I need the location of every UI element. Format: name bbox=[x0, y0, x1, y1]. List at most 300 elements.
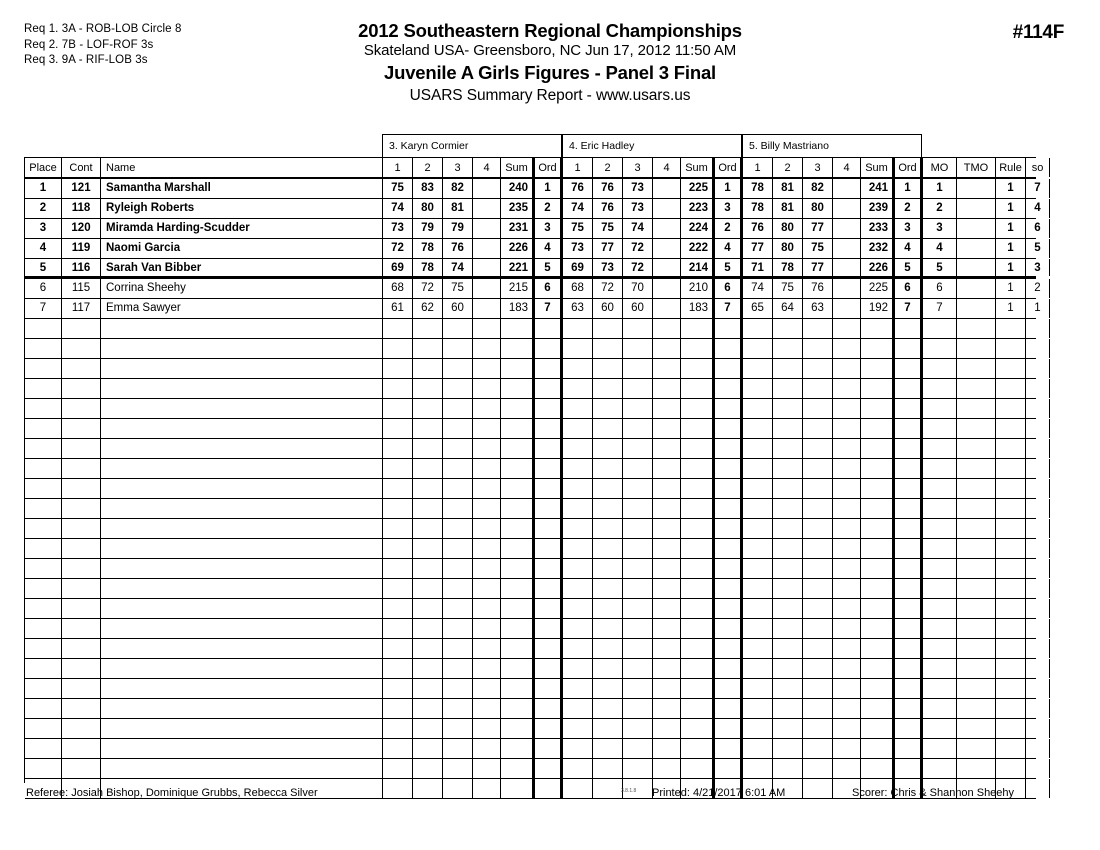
cell-j3_1 bbox=[383, 639, 413, 658]
requirements-block bbox=[24, 22, 181, 69]
cell-j3_s bbox=[501, 659, 535, 678]
cell-j5_o: 2 bbox=[895, 199, 923, 218]
cell-j3_3 bbox=[443, 719, 473, 738]
cell-j4_o: 7 bbox=[715, 299, 743, 318]
cell-j5_1 bbox=[743, 659, 773, 678]
cell-j5_3 bbox=[803, 539, 833, 558]
cell-place bbox=[25, 719, 62, 738]
cell-j4_1 bbox=[563, 719, 593, 738]
cell-j4_o bbox=[715, 719, 743, 738]
report-footer bbox=[0, 784, 1100, 814]
cell-j3_s: 183 bbox=[501, 299, 535, 318]
cell-j4_4 bbox=[653, 519, 681, 538]
cell-j5_o bbox=[895, 659, 923, 678]
cell-j4_1 bbox=[563, 739, 593, 758]
table-row-empty[interactable] bbox=[25, 459, 1036, 479]
cell-j5_4 bbox=[833, 419, 861, 438]
cell-j4_s: 223 bbox=[681, 199, 715, 218]
cell-mo bbox=[923, 759, 957, 778]
cell-j3_4 bbox=[473, 759, 501, 778]
table-row-empty[interactable] bbox=[25, 339, 1036, 359]
cell-j4_3 bbox=[623, 499, 653, 518]
table-row-empty[interactable] bbox=[25, 559, 1036, 579]
cell-j3_2: 78 bbox=[413, 239, 443, 258]
cell-rule bbox=[996, 759, 1026, 778]
cell-j5_s bbox=[861, 459, 895, 478]
cell-j4_1: 73 bbox=[563, 239, 593, 258]
cell-j5_4 bbox=[833, 219, 861, 238]
column-header-j4: 4 bbox=[653, 158, 681, 177]
cell-j4_s bbox=[681, 399, 715, 418]
cell-j3_o bbox=[535, 659, 563, 678]
cell-place bbox=[25, 479, 62, 498]
cell-j5_3: 82 bbox=[803, 179, 833, 198]
cell-j3_1: 69 bbox=[383, 259, 413, 276]
cell-j5_o bbox=[895, 339, 923, 358]
table-row-empty[interactable] bbox=[25, 699, 1036, 719]
requirement-line-1: Req 1. 3A - ROB-LOB Circle 8 bbox=[24, 23, 182, 35]
cell-mo bbox=[923, 579, 957, 598]
cell-j4_2: 73 bbox=[593, 259, 623, 276]
cell-j4_s bbox=[681, 639, 715, 658]
table-row[interactable] bbox=[25, 219, 1041, 239]
table-row-empty[interactable] bbox=[25, 579, 1036, 599]
cell-tmo bbox=[957, 499, 996, 518]
cell-j3_s bbox=[501, 539, 535, 558]
cell-j5_4 bbox=[833, 359, 861, 378]
cell-j5_4 bbox=[833, 519, 861, 538]
cell-j3_4 bbox=[473, 359, 501, 378]
cell-j5_1 bbox=[743, 579, 773, 598]
cell-j4_4 bbox=[653, 479, 681, 498]
table-row-empty[interactable] bbox=[25, 439, 1036, 459]
cell-j5_3 bbox=[803, 439, 833, 458]
cell-so bbox=[1026, 519, 1050, 538]
cell-j5_o: 3 bbox=[895, 219, 923, 238]
cell-j4_s: 183 bbox=[681, 299, 715, 318]
cell-j3_3 bbox=[443, 319, 473, 338]
cell-j3_2 bbox=[413, 579, 443, 598]
cell-j5_1 bbox=[743, 339, 773, 358]
cell-j3_s: 240 bbox=[501, 179, 535, 198]
cell-j5_4 bbox=[833, 439, 861, 458]
cell-tmo bbox=[957, 199, 996, 218]
cell-j4_o: 3 bbox=[715, 199, 743, 218]
cell-j3_2 bbox=[413, 319, 443, 338]
cell-j3_3 bbox=[443, 359, 473, 378]
table-row-empty[interactable] bbox=[25, 679, 1036, 699]
cell-j3_s bbox=[501, 319, 535, 338]
cell-j4_1 bbox=[563, 319, 593, 338]
cell-j5_4 bbox=[833, 719, 861, 738]
cell-j3_3: 81 bbox=[443, 199, 473, 218]
cell-mo: 1 bbox=[923, 179, 957, 198]
cell-j3_1 bbox=[383, 619, 413, 638]
cell-rule: 1 bbox=[996, 199, 1026, 218]
cell-j4_1 bbox=[563, 339, 593, 358]
title-block bbox=[240, 20, 860, 107]
scorer-line: Scorer: Chris & Shannon Sheehy bbox=[852, 787, 1015, 799]
cell-j5_o: 4 bbox=[895, 239, 923, 258]
cell-j4_1 bbox=[563, 359, 593, 378]
cell-j5_1 bbox=[743, 539, 773, 558]
cell-j4_s bbox=[681, 599, 715, 618]
cell-j3_s bbox=[501, 739, 535, 758]
cell-j3_1 bbox=[383, 379, 413, 398]
cell-j3_3 bbox=[443, 539, 473, 558]
cell-name: Corrina Sheehy bbox=[101, 279, 383, 298]
cell-place bbox=[25, 399, 62, 418]
table-row[interactable] bbox=[25, 239, 1041, 259]
cell-j5_1 bbox=[743, 719, 773, 738]
cell-j5_1: 74 bbox=[743, 279, 773, 298]
cell-j3_4 bbox=[473, 639, 501, 658]
cell-j4_2 bbox=[593, 739, 623, 758]
table-row-empty[interactable] bbox=[25, 379, 1036, 399]
cell-j3_3: 60 bbox=[443, 299, 473, 318]
cell-j4_4 bbox=[653, 619, 681, 638]
cell-j3_4 bbox=[473, 499, 501, 518]
table-row-empty[interactable] bbox=[25, 639, 1036, 659]
cell-cont bbox=[62, 499, 101, 518]
cell-j4_o bbox=[715, 759, 743, 778]
cell-tmo bbox=[957, 639, 996, 658]
cell-rule bbox=[996, 379, 1026, 398]
cell-j4_3: 72 bbox=[623, 259, 653, 276]
cell-cont bbox=[62, 319, 101, 338]
table-row-empty[interactable] bbox=[25, 619, 1036, 639]
table-row-empty[interactable] bbox=[25, 659, 1036, 679]
column-header-j4: 4 bbox=[833, 158, 861, 177]
table-row-empty[interactable] bbox=[25, 419, 1036, 439]
cell-place: 5 bbox=[25, 259, 62, 276]
cell-j5_4 bbox=[833, 259, 861, 276]
cell-j5_o bbox=[895, 499, 923, 518]
cell-j3_2 bbox=[413, 739, 443, 758]
table-row[interactable] bbox=[25, 179, 1041, 199]
column-header-rule: Rule bbox=[996, 158, 1026, 177]
cell-tmo bbox=[957, 699, 996, 718]
cell-j5_1: 65 bbox=[743, 299, 773, 318]
table-row-empty[interactable] bbox=[25, 759, 1036, 779]
cell-j3_1 bbox=[383, 319, 413, 338]
cell-j3_3 bbox=[443, 499, 473, 518]
cell-place: 7 bbox=[25, 299, 62, 318]
cell-j4_s bbox=[681, 559, 715, 578]
cell-tmo bbox=[957, 539, 996, 558]
cell-j3_2 bbox=[413, 439, 443, 458]
cell-j3_2 bbox=[413, 699, 443, 718]
printed-line: Printed: 4/21/2017 6:01 AM bbox=[652, 787, 786, 799]
cell-j3_3 bbox=[443, 559, 473, 578]
table-row-empty[interactable] bbox=[25, 359, 1036, 379]
cell-place: 6 bbox=[25, 279, 62, 298]
cell-so bbox=[1026, 719, 1050, 738]
column-header-j2: 2 bbox=[773, 158, 803, 177]
cell-j3_s bbox=[501, 359, 535, 378]
cell-j3_3 bbox=[443, 519, 473, 538]
cell-j4_2 bbox=[593, 539, 623, 558]
cell-so bbox=[1026, 639, 1050, 658]
column-header-j3: 3 bbox=[443, 158, 473, 177]
table-row-empty[interactable] bbox=[25, 399, 1036, 419]
cell-so bbox=[1026, 539, 1050, 558]
cell-j3_o: 3 bbox=[535, 219, 563, 238]
cell-j4_1 bbox=[563, 519, 593, 538]
cell-j5_4 bbox=[833, 399, 861, 418]
venue-datetime: Skateland USA- Greensboro, NC Jun 17, 2012 11:50 AM bbox=[363, 42, 737, 59]
cell-j3_1: 75 bbox=[383, 179, 413, 198]
cell-cont bbox=[62, 659, 101, 678]
cell-place bbox=[25, 559, 62, 578]
cell-j5_s bbox=[861, 639, 895, 658]
cell-j4_1: 74 bbox=[563, 199, 593, 218]
cell-j4_3: 73 bbox=[623, 179, 653, 198]
cell-j4_3 bbox=[623, 379, 653, 398]
cell-so bbox=[1026, 319, 1050, 338]
cell-j5_1 bbox=[743, 459, 773, 478]
cell-rule: 1 bbox=[996, 179, 1026, 198]
cell-j5_2 bbox=[773, 639, 803, 658]
cell-j3_1 bbox=[383, 459, 413, 478]
cell-j3_2: 72 bbox=[413, 279, 443, 298]
cell-j5_4 bbox=[833, 239, 861, 258]
cell-j5_3 bbox=[803, 339, 833, 358]
cell-j4_2: 76 bbox=[593, 199, 623, 218]
column-header-ord: Ord bbox=[895, 158, 923, 177]
cell-j3_2 bbox=[413, 759, 443, 778]
cell-j5_s bbox=[861, 539, 895, 558]
cell-name bbox=[101, 759, 383, 778]
cell-j3_1 bbox=[383, 699, 413, 718]
cell-j3_4 bbox=[473, 399, 501, 418]
cell-cont: 119 bbox=[62, 239, 101, 258]
cell-j5_3 bbox=[803, 619, 833, 638]
cell-cont bbox=[62, 699, 101, 718]
cell-place bbox=[25, 359, 62, 378]
cell-j4_3 bbox=[623, 679, 653, 698]
cell-j5_o bbox=[895, 559, 923, 578]
cell-j5_o: 5 bbox=[895, 259, 923, 276]
cell-j3_1 bbox=[383, 499, 413, 518]
cell-so bbox=[1026, 739, 1050, 758]
cell-j4_2 bbox=[593, 679, 623, 698]
cell-j4_4 bbox=[653, 399, 681, 418]
cell-j3_2 bbox=[413, 559, 443, 578]
cell-j4_s bbox=[681, 539, 715, 558]
cell-rule bbox=[996, 359, 1026, 378]
requirement-line-2: Req 2. 7B - LOF-ROF 3s bbox=[24, 38, 154, 51]
cell-so bbox=[1026, 419, 1050, 438]
cell-j4_2 bbox=[593, 359, 623, 378]
table-row-empty[interactable] bbox=[25, 599, 1036, 619]
cell-j5_1 bbox=[743, 419, 773, 438]
cell-cont bbox=[62, 679, 101, 698]
cell-j5_s bbox=[861, 399, 895, 418]
cell-rule bbox=[996, 599, 1026, 618]
cell-j5_3 bbox=[803, 459, 833, 478]
cell-j5_1 bbox=[743, 479, 773, 498]
cell-mo bbox=[923, 379, 957, 398]
referee-line: Referee: Josiah Bishop, Dominique Grubbs, Rebecca Silver bbox=[26, 787, 318, 799]
cell-j3_o: 4 bbox=[535, 239, 563, 258]
cell-j3_s: 231 bbox=[501, 219, 535, 238]
cell-name: Miramda Harding-Scudder bbox=[101, 219, 383, 238]
cell-tmo bbox=[957, 679, 996, 698]
cell-j4_2 bbox=[593, 759, 623, 778]
cell-j4_3 bbox=[623, 599, 653, 618]
cell-j5_3 bbox=[803, 639, 833, 658]
cell-so bbox=[1026, 659, 1050, 678]
cell-name bbox=[101, 379, 383, 398]
cell-j5_2 bbox=[773, 419, 803, 438]
cell-j3_1 bbox=[383, 559, 413, 578]
cell-j3_3 bbox=[443, 399, 473, 418]
cell-j5_s bbox=[861, 499, 895, 518]
cell-j3_1 bbox=[383, 719, 413, 738]
cell-j3_o bbox=[535, 319, 563, 338]
cell-j4_3 bbox=[623, 459, 653, 478]
cell-j3_4 bbox=[473, 439, 501, 458]
cell-j4_2 bbox=[593, 419, 623, 438]
table-row-empty[interactable] bbox=[25, 479, 1036, 499]
cell-j3_2 bbox=[413, 719, 443, 738]
cell-j3_o bbox=[535, 399, 563, 418]
cell-j3_o bbox=[535, 639, 563, 658]
cell-j4_3: 73 bbox=[623, 199, 653, 218]
cell-j3_1 bbox=[383, 739, 413, 758]
cell-cont bbox=[62, 719, 101, 738]
cell-j4_o bbox=[715, 359, 743, 378]
cell-mo bbox=[923, 519, 957, 538]
table-row-empty[interactable] bbox=[25, 519, 1036, 539]
cell-j4_4 bbox=[653, 179, 681, 198]
cell-name bbox=[101, 339, 383, 358]
cell-j4_o: 1 bbox=[715, 179, 743, 198]
cell-j4_1 bbox=[563, 539, 593, 558]
cell-j4_2 bbox=[593, 619, 623, 638]
cell-so: 4 bbox=[1026, 199, 1050, 218]
cell-j3_4 bbox=[473, 379, 501, 398]
cell-j4_1 bbox=[563, 399, 593, 418]
cell-tmo bbox=[957, 299, 996, 318]
cell-place bbox=[25, 339, 62, 358]
cell-mo bbox=[923, 319, 957, 338]
cell-j3_2 bbox=[413, 399, 443, 418]
cell-j5_o: 7 bbox=[895, 299, 923, 318]
cell-j5_s bbox=[861, 319, 895, 338]
cell-j3_1 bbox=[383, 679, 413, 698]
cell-j4_o bbox=[715, 439, 743, 458]
cell-j5_o bbox=[895, 479, 923, 498]
cell-j4_s: 225 bbox=[681, 179, 715, 198]
cell-j4_s bbox=[681, 679, 715, 698]
cell-j5_2 bbox=[773, 759, 803, 778]
cell-j3_o: 7 bbox=[535, 299, 563, 318]
judge-header-3: 3. Karyn Cormier bbox=[382, 134, 562, 157]
event-title: Juvenile A Girls Figures - Panel 3 Final bbox=[384, 62, 716, 83]
table-row-empty[interactable] bbox=[25, 499, 1036, 519]
cell-j5_1: 78 bbox=[743, 179, 773, 198]
table-row[interactable] bbox=[25, 279, 1041, 299]
column-header-tmo: TMO bbox=[957, 158, 996, 177]
cell-j5_1 bbox=[743, 319, 773, 338]
table-row[interactable] bbox=[25, 259, 1041, 279]
cell-j5_4 bbox=[833, 179, 861, 198]
cell-j3_1 bbox=[383, 399, 413, 418]
cell-name bbox=[101, 319, 383, 338]
cell-j3_s: 221 bbox=[501, 259, 535, 276]
cell-j5_s bbox=[861, 699, 895, 718]
table-row-empty[interactable] bbox=[25, 719, 1036, 739]
cell-j5_3 bbox=[803, 319, 833, 338]
cell-rule bbox=[996, 319, 1026, 338]
cell-j4_3: 60 bbox=[623, 299, 653, 318]
cell-j4_1 bbox=[563, 599, 593, 618]
cell-j5_4 bbox=[833, 539, 861, 558]
cell-rule bbox=[996, 699, 1026, 718]
table-row[interactable] bbox=[25, 299, 1041, 319]
cell-j4_o bbox=[715, 619, 743, 638]
table-row-empty[interactable] bbox=[25, 539, 1036, 559]
cell-cont bbox=[62, 399, 101, 418]
cell-j5_1 bbox=[743, 599, 773, 618]
table-row-empty[interactable] bbox=[25, 319, 1036, 339]
cell-j4_s bbox=[681, 619, 715, 638]
cell-j5_s bbox=[861, 739, 895, 758]
cell-j4_o: 2 bbox=[715, 219, 743, 238]
cell-j4_s bbox=[681, 339, 715, 358]
cell-j4_o bbox=[715, 579, 743, 598]
cell-cont bbox=[62, 379, 101, 398]
cell-j3_s: 215 bbox=[501, 279, 535, 298]
cell-j4_1 bbox=[563, 759, 593, 778]
cell-j3_3 bbox=[443, 339, 473, 358]
cell-j5_o bbox=[895, 679, 923, 698]
cell-j3_s bbox=[501, 699, 535, 718]
cell-j4_2 bbox=[593, 559, 623, 578]
cell-j4_2 bbox=[593, 579, 623, 598]
cell-j3_s bbox=[501, 619, 535, 638]
cell-j3_1 bbox=[383, 439, 413, 458]
cell-j4_s: 214 bbox=[681, 259, 715, 276]
cell-rule: 1 bbox=[996, 259, 1026, 276]
cell-j4_o bbox=[715, 559, 743, 578]
cell-place bbox=[25, 519, 62, 538]
cell-rule: 1 bbox=[996, 279, 1026, 298]
cell-j5_o bbox=[895, 399, 923, 418]
table-row-empty[interactable] bbox=[25, 739, 1036, 759]
cell-j3_3: 76 bbox=[443, 239, 473, 258]
table-row[interactable] bbox=[25, 199, 1041, 219]
cell-j5_4 bbox=[833, 619, 861, 638]
cell-place: 1 bbox=[25, 179, 62, 198]
cell-name bbox=[101, 499, 383, 518]
cell-j5_2: 81 bbox=[773, 199, 803, 218]
cell-j5_3 bbox=[803, 579, 833, 598]
cell-j3_1 bbox=[383, 599, 413, 618]
judge-name-band bbox=[24, 134, 1036, 158]
cell-j4_4 bbox=[653, 539, 681, 558]
cell-j4_4 bbox=[653, 679, 681, 698]
cell-j4_3 bbox=[623, 479, 653, 498]
cell-j3_1: 74 bbox=[383, 199, 413, 218]
column-header-so: so bbox=[1026, 158, 1050, 177]
cell-j4_2: 75 bbox=[593, 219, 623, 238]
cell-j3_2 bbox=[413, 459, 443, 478]
cell-j5_1 bbox=[743, 679, 773, 698]
cell-j3_3: 75 bbox=[443, 279, 473, 298]
